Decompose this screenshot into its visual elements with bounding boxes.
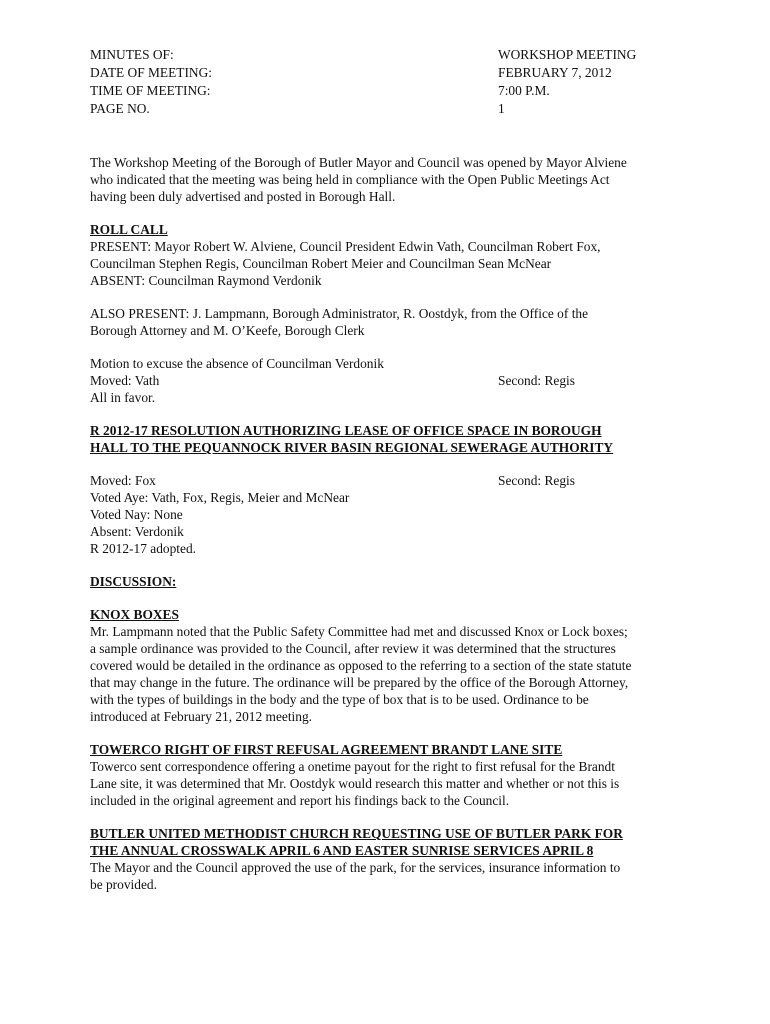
roll-call-heading: ROLL CALL xyxy=(90,222,168,237)
second-text: Second: Regis xyxy=(498,373,575,388)
header-label: MINUTES OF: xyxy=(90,47,174,62)
text-line: ALSO PRESENT: J. Lampmann, Borough Administrator, R. Oostdyk, from the Office of the xyxy=(90,306,589,321)
text-line: Voted Nay: None xyxy=(90,507,183,522)
text-line: be provided. xyxy=(90,877,157,892)
text-line: The Workshop Meeting of the Borough of Butler Mayor and Council was opened by Mayor Alviene xyxy=(90,155,627,170)
discussion-heading: DISCUSSION: xyxy=(90,574,177,589)
text-line: Towerco sent correspondence offering a onetime payout for the right to first refusal for the Brandt xyxy=(90,759,615,774)
minutes-body xyxy=(90,154,690,893)
header-row xyxy=(90,100,690,118)
header-label: DATE OF MEETING: xyxy=(90,65,212,80)
text-line: having been duly advertised and posted in Borough Hall. xyxy=(90,189,396,204)
text-line: included in the original agreement and report his findings back to the Council. xyxy=(90,793,510,808)
towerco-heading: TOWERCO RIGHT OF FIRST REFUSAL AGREEMENT BRANDT LANE SITE xyxy=(90,742,563,757)
text-line: All in favor. xyxy=(90,390,156,405)
text-line: with the types of buildings in the body and the type of box that is to be used. Ordinance to be xyxy=(90,692,589,707)
text-line: Lane site, it was determined that Mr. Oostdyk would research this matter and whether or not this is xyxy=(90,776,620,791)
knox-boxes-heading: KNOX BOXES xyxy=(90,607,179,622)
text-line: a sample ordinance was provided to the Council, after review it was determined that the structures xyxy=(90,641,616,656)
header-row xyxy=(90,64,690,82)
church-section xyxy=(90,825,690,893)
vote-row xyxy=(90,472,690,489)
moved-text: Moved: Vath xyxy=(90,373,160,388)
motion-section xyxy=(90,355,690,406)
resolution-heading: HALL TO THE PEQUANNOCK RIVER BASIN REGIONAL SEWERAGE AUTHORITY xyxy=(90,440,614,455)
header-label: TIME OF MEETING: xyxy=(90,83,211,98)
knox-boxes-section xyxy=(90,606,690,725)
text-line: ABSENT: Councilman Raymond Verdonik xyxy=(90,273,322,288)
text-line: Councilman Stephen Regis, Councilman Robert Meier and Councilman Sean McNear xyxy=(90,256,552,271)
moved-text: Moved: Fox xyxy=(90,473,156,488)
towerco-section xyxy=(90,741,690,809)
also-present-section xyxy=(90,305,690,339)
text-line: introduced at February 21, 2012 meeting. xyxy=(90,709,313,724)
second-text: Second: Regis xyxy=(498,473,575,488)
church-heading: BUTLER UNITED METHODIST CHURCH REQUESTING USE OF BUTLER PARK FOR xyxy=(90,826,623,841)
header-value: 1 xyxy=(498,101,505,116)
text-line: Motion to excuse the absence of Councilman Verdonik xyxy=(90,356,384,371)
text-line: who indicated that the meeting was being held in compliance with the Open Public Meetings Act xyxy=(90,172,610,187)
minutes-header xyxy=(90,46,690,118)
resolution-heading: R 2012-17 RESOLUTION AUTHORIZING LEASE OF OFFICE SPACE IN BOROUGH xyxy=(90,423,602,438)
text-line: that may change in the future. The ordinance will be prepared by the office of the Borough Attorney, xyxy=(90,675,629,690)
text-line: Voted Aye: Vath, Fox, Regis, Meier and McNear xyxy=(90,490,350,505)
header-row xyxy=(90,82,690,100)
header-label: PAGE NO. xyxy=(90,101,150,116)
header-value: WORKSHOP MEETING xyxy=(498,47,637,62)
text-line: Mr. Lampmann noted that the Public Safety Committee had met and discussed Knox or Lock boxes; xyxy=(90,624,628,639)
discussion-section xyxy=(90,573,690,590)
resolution-section xyxy=(90,422,690,557)
header-row xyxy=(90,46,690,64)
text-line: R 2012-17 adopted. xyxy=(90,541,196,556)
intro-paragraph xyxy=(90,154,690,205)
text-line: Borough Attorney and M. O’Keefe, Borough Clerk xyxy=(90,323,365,338)
church-heading: THE ANNUAL CROSSWALK APRIL 6 AND EASTER SUNRISE SERVICES APRIL 8 xyxy=(90,843,594,858)
text-line: PRESENT: Mayor Robert W. Alviene, Council President Edwin Vath, Councilman Robert Fox, xyxy=(90,239,601,254)
text-line: covered would be detailed in the ordinance as opposed to the referring to a section of the state statute xyxy=(90,658,632,673)
header-value: 7:00 P.M. xyxy=(498,83,550,98)
text-line: The Mayor and the Council approved the use of the park, for the services, insurance information to xyxy=(90,860,621,875)
text-line: Absent: Verdonik xyxy=(90,524,184,539)
vote-row xyxy=(90,372,690,389)
roll-call-section xyxy=(90,221,690,289)
header-value: FEBRUARY 7, 2012 xyxy=(498,65,612,80)
